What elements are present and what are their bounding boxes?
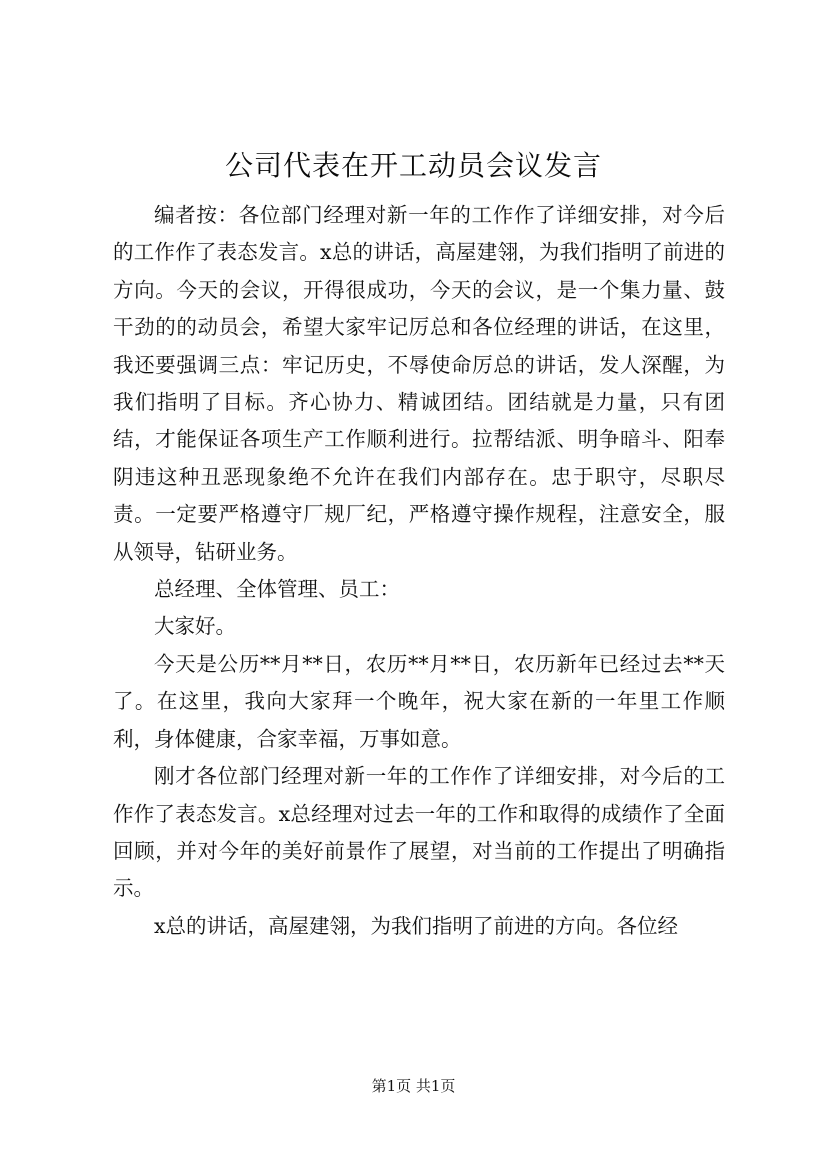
paragraph-salutation: 总经理、全体管理、员工： bbox=[154, 577, 400, 602]
paragraph-greeting: 大家好。 bbox=[154, 614, 236, 639]
document-title: 公司代表在开工动员会议发言 bbox=[224, 149, 602, 182]
document-body bbox=[113, 197, 725, 945]
paragraph-editor-note: 编者按：各位部门经理对新一年的工作作了详细安排，对今后的工作作了表态发言。x总的讲话，高屋建翎，为我们指明了前进的方向。今天的会议，开得很成功，今天的会议，是一个集力量、鼓干劲的的动员会，希望大家牢记厉总和各位经理的讲话，在这里，我还要强调三点：牢记历史，不辱使命厉总的讲话，发人深醒，为我们指明了目标。齐心协力、精诚团结。团结就是力量，只有团结，才能保证各项生产工作顺利进行。拉帮结派、明争暗斗、阳奉阴违这种丑恶现象绝不允许在我们内部存在。忠于职守，尽职尽责。一定要严格遵守厂规厂纪，严格遵守操作规程，注意安全，服从领导，钻研业务。 bbox=[113, 203, 725, 564]
paragraph-date-wishes: 今天是公历**月**日，农历**月**日，农历新年已经过去**天了。在这里，我向大家拜一个晚年，祝大家在新的一年里工作顺利，身体健康，合家幸福，万事如意。 bbox=[113, 651, 725, 751]
paragraph-direction: x总的讲话，高屋建翎，为我们指明了前进的方向。各位经 bbox=[154, 913, 679, 938]
page-number-footer: 第1页 共1页 bbox=[371, 1077, 456, 1095]
paragraph-review: 刚才各位部门经理对新一年的工作作了详细安排，对今后的工作作了表态发言。x总经理对过去一年的工作和取得的成绩作了全面回顾，并对今年的美好前景作了展望，对当前的工作提出了明确指示。 bbox=[113, 764, 725, 901]
